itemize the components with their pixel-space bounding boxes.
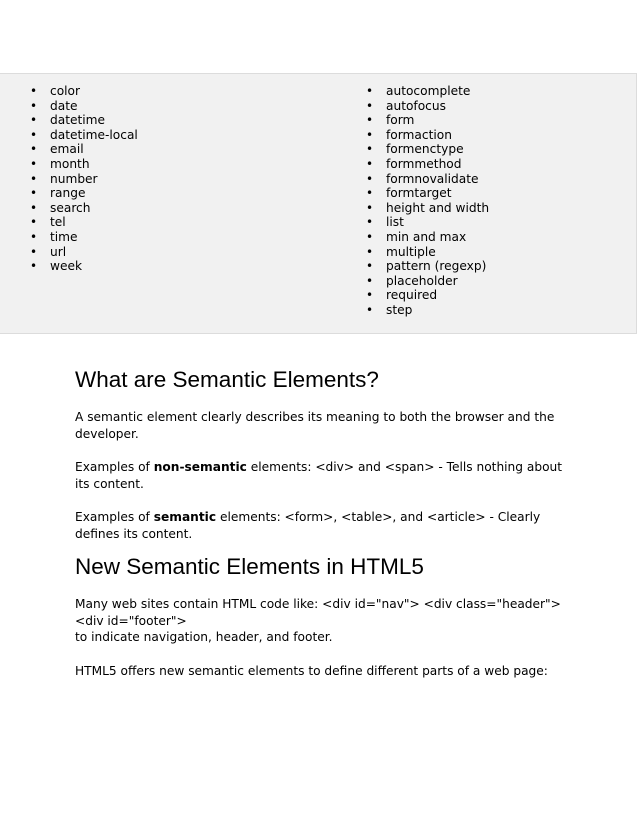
bullet-icon: • bbox=[366, 84, 374, 98]
list-item-label: range bbox=[50, 186, 86, 201]
bullet-icon: • bbox=[30, 127, 38, 142]
bullet-icon: • bbox=[30, 215, 38, 230]
text: Examples of bbox=[75, 510, 154, 524]
bullet-icon: • bbox=[366, 244, 374, 259]
list-item-label: email bbox=[50, 142, 84, 157]
list-item bbox=[366, 99, 489, 114]
text: its content. bbox=[75, 476, 144, 491]
paragraph: HTML5 offers new semantic elements to define different parts of a web page: bbox=[75, 663, 548, 678]
bullet-icon: • bbox=[366, 215, 374, 230]
list-item bbox=[30, 172, 138, 187]
list-item bbox=[366, 172, 489, 187]
text: defines its content. bbox=[75, 526, 193, 541]
list-item-label: autofocus bbox=[386, 98, 446, 113]
paragraph bbox=[75, 509, 575, 542]
list-item-label: number bbox=[50, 171, 98, 186]
bullet-icon: • bbox=[366, 273, 374, 288]
list-item bbox=[30, 99, 138, 114]
list-item-label: formtarget bbox=[386, 186, 452, 201]
list-item bbox=[366, 201, 489, 216]
text: elements: <form>, <table>, and <article> - Clearly bbox=[216, 510, 541, 524]
bullet-icon: • bbox=[366, 186, 374, 201]
list-item-label: list bbox=[386, 215, 404, 230]
list-item bbox=[30, 186, 138, 201]
bullet-icon: • bbox=[30, 200, 38, 215]
bullet-icon: • bbox=[366, 229, 374, 244]
text: <div id="footer"> bbox=[75, 613, 187, 628]
list-item bbox=[30, 215, 138, 230]
list-item-label: height and width bbox=[386, 200, 490, 215]
list-item-label: formmethod bbox=[386, 156, 462, 171]
text: Many web sites contain HTML code like: <div id="nav"> <div class="header"> bbox=[75, 597, 561, 611]
list-item bbox=[30, 201, 138, 216]
list-item-label: pattern (regexp) bbox=[386, 259, 487, 274]
paragraph bbox=[75, 596, 575, 646]
list-item-label: datetime-local bbox=[50, 127, 138, 142]
list-item bbox=[366, 215, 489, 230]
list-item bbox=[366, 303, 489, 318]
list-item bbox=[30, 84, 138, 99]
bold-term: semantic bbox=[153, 510, 217, 524]
list-item-label: autocomplete bbox=[386, 84, 471, 98]
list-item-label: time bbox=[50, 229, 78, 244]
list-item bbox=[30, 157, 138, 172]
input-types-list bbox=[30, 84, 138, 274]
text: developer. bbox=[75, 426, 139, 441]
bullet-icon: • bbox=[366, 171, 374, 186]
section-heading-html5: New Semantic Elements in HTML5 bbox=[75, 554, 424, 579]
bullet-icon: • bbox=[30, 98, 38, 113]
list-item-label: datetime bbox=[50, 113, 106, 128]
list-item-label: required bbox=[386, 288, 438, 303]
list-item-label: url bbox=[50, 244, 67, 259]
bold-term: non-semantic bbox=[153, 460, 247, 474]
bullet-icon: • bbox=[30, 259, 38, 274]
input-types-box bbox=[0, 73, 637, 334]
list-item bbox=[366, 186, 489, 201]
bullet-icon: • bbox=[366, 302, 374, 317]
bullet-icon: • bbox=[30, 142, 38, 157]
list-item-label: formnovalidate bbox=[386, 171, 479, 186]
bullet-icon: • bbox=[30, 156, 38, 171]
list-item bbox=[366, 259, 489, 274]
bullet-icon: • bbox=[30, 113, 38, 128]
bullet-icon: • bbox=[366, 200, 374, 215]
list-item bbox=[366, 230, 489, 245]
list-item bbox=[366, 142, 489, 157]
list-item bbox=[30, 230, 138, 245]
list-item-label: week bbox=[50, 259, 83, 274]
bullet-icon: • bbox=[366, 98, 374, 113]
bullet-icon: • bbox=[366, 142, 374, 157]
bullet-icon: • bbox=[366, 113, 374, 128]
bullet-icon: • bbox=[366, 127, 374, 142]
list-item bbox=[366, 84, 489, 99]
list-item-label: min and max bbox=[386, 229, 467, 244]
bullet-icon: • bbox=[30, 171, 38, 186]
section-heading-semantic-elements: What are Semantic Elements? bbox=[75, 367, 379, 392]
paragraph bbox=[75, 459, 575, 492]
list-item bbox=[366, 288, 489, 303]
list-item bbox=[366, 274, 489, 289]
bullet-icon: • bbox=[30, 244, 38, 259]
list-item-label: formenctype bbox=[386, 142, 464, 157]
list-item-label: month bbox=[50, 156, 90, 171]
list-item bbox=[366, 113, 489, 128]
list-item-label: tel bbox=[50, 215, 66, 230]
list-item-label: search bbox=[50, 200, 91, 215]
bullet-icon: • bbox=[366, 288, 374, 303]
input-attributes-list bbox=[366, 84, 489, 318]
text: elements: <div> and <span> - Tells nothing about bbox=[246, 460, 563, 474]
list-item bbox=[366, 157, 489, 172]
list-item bbox=[30, 245, 138, 260]
bullet-icon: • bbox=[366, 156, 374, 171]
list-item-label: step bbox=[386, 302, 413, 317]
list-item bbox=[30, 128, 138, 143]
list-item bbox=[30, 113, 138, 128]
text: A semantic element clearly describes its meaning to both the browser and the bbox=[75, 410, 555, 424]
paragraph bbox=[75, 409, 575, 442]
list-item bbox=[30, 259, 138, 274]
list-item bbox=[30, 142, 138, 157]
list-item bbox=[366, 245, 489, 260]
text: Examples of bbox=[75, 460, 154, 474]
bullet-icon: • bbox=[30, 229, 38, 244]
list-item-label: placeholder bbox=[386, 273, 458, 288]
bullet-icon: • bbox=[366, 259, 374, 274]
list-item-label: color bbox=[50, 84, 81, 98]
list-item-label: form bbox=[386, 113, 415, 128]
list-item-label: date bbox=[50, 98, 78, 113]
list-item-label: formaction bbox=[386, 127, 452, 142]
main-content bbox=[75, 360, 575, 679]
list-item-label: multiple bbox=[386, 244, 436, 259]
list-item bbox=[366, 128, 489, 143]
bullet-icon: • bbox=[30, 84, 38, 98]
text: to indicate navigation, header, and footer. bbox=[75, 630, 333, 644]
bullet-icon: • bbox=[30, 186, 38, 201]
